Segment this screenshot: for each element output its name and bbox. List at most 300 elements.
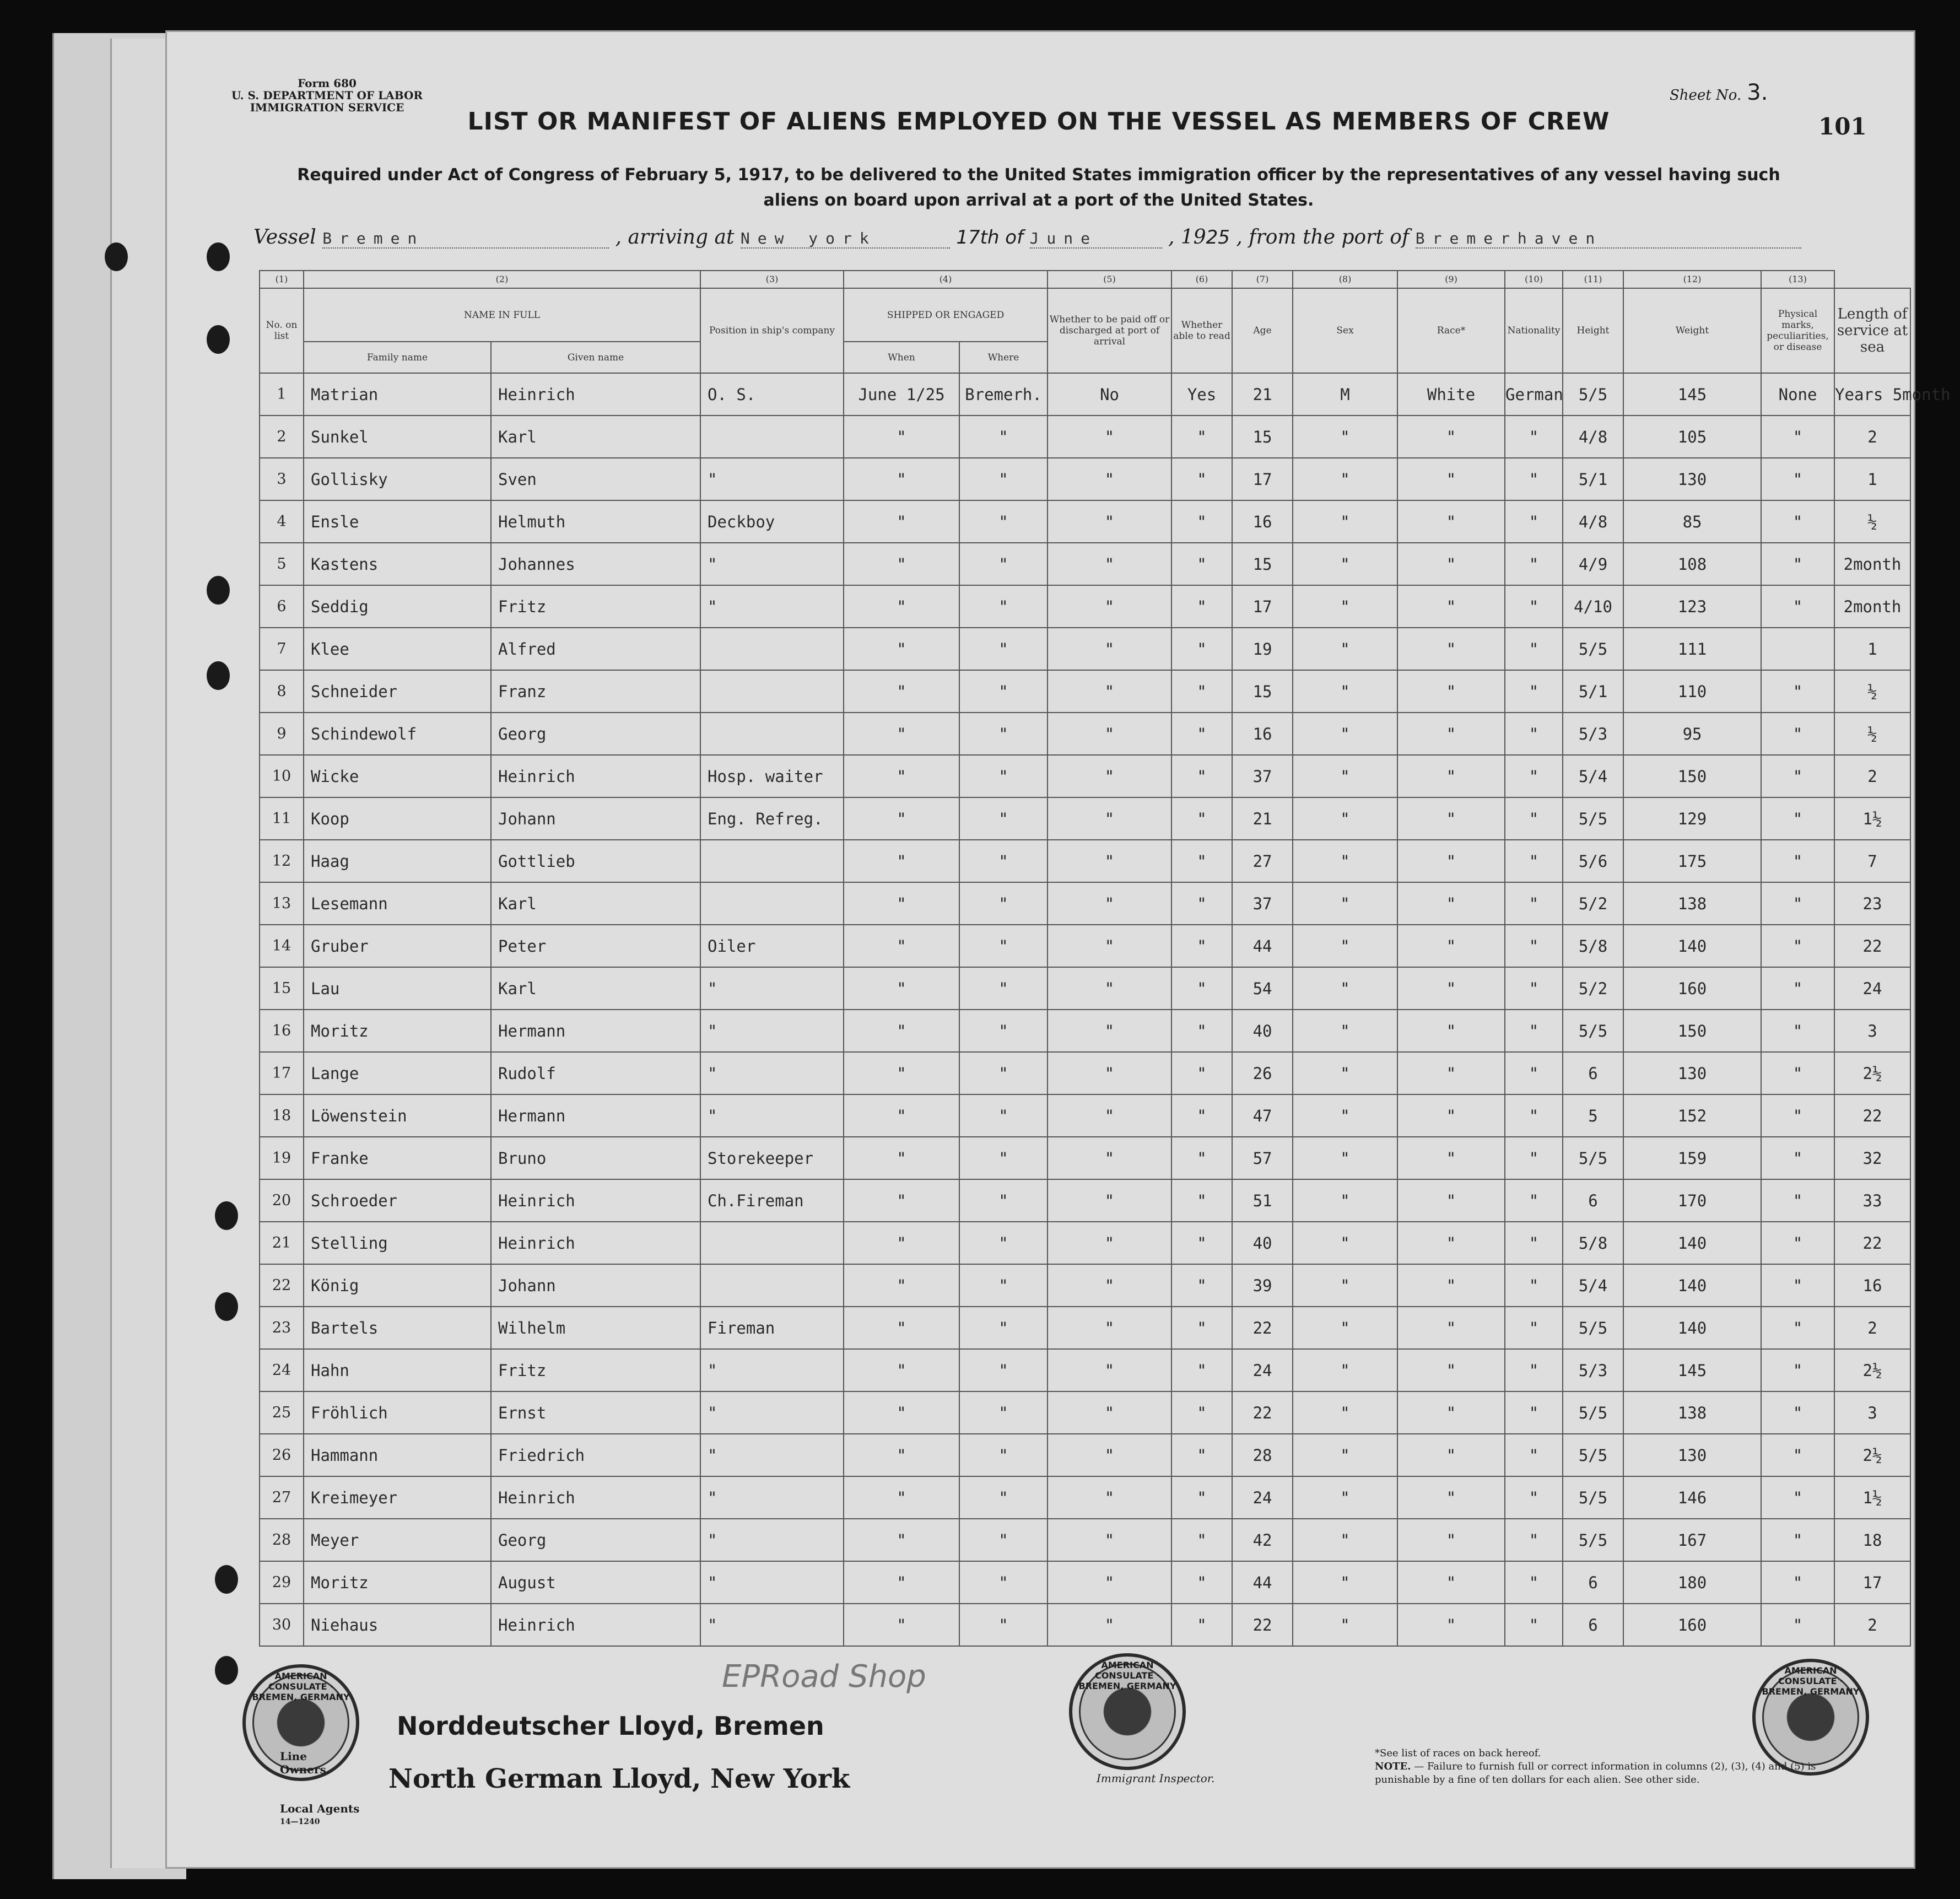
cell-sex: ": [1293, 840, 1397, 882]
cell-family-name: Moritz: [304, 1561, 491, 1604]
cell-sex: ": [1293, 1561, 1397, 1604]
cell-given-name: Heinrich: [491, 755, 700, 797]
cell-length-of-service: Years 5month: [1834, 373, 1910, 416]
year-prefix: , 19: [1168, 226, 1206, 249]
cell-able-to-read: ": [1171, 1137, 1232, 1179]
header-sex: Sex: [1293, 288, 1397, 373]
cell-shipped-where: ": [959, 1561, 1048, 1604]
cell-position: ": [700, 1476, 844, 1519]
header-given-name: Given name: [491, 342, 700, 373]
seal-text: AMERICAN CONSULATE · BREMEN, GERMANY: [1078, 1660, 1176, 1691]
cell-given-name: Fritz: [491, 585, 700, 628]
cell-race: ": [1397, 458, 1505, 500]
cell-weight: 150: [1623, 755, 1761, 797]
cell-weight: 170: [1623, 1179, 1761, 1222]
cell-race: ": [1397, 797, 1505, 840]
col-num-7: (7): [1232, 271, 1293, 288]
cell-shipped-when: ": [844, 585, 959, 628]
cell-nationality: ": [1505, 458, 1563, 500]
cell-height: 5/5: [1563, 1137, 1623, 1179]
cell-family-name: Lau: [304, 967, 491, 1010]
line-label: Line: [280, 1750, 307, 1763]
cell-height: 4/8: [1563, 500, 1623, 543]
subtitle-line-1: Required under Act of Congress of February 5, 1917, to be delivered to the United States immigration officer by the representatives of any vessel having such: [297, 165, 1780, 185]
cell-given-name: Heinrich: [491, 1222, 700, 1264]
cell-length-of-service: 1: [1834, 628, 1910, 670]
cell-able-to-read: ": [1171, 670, 1232, 713]
cell-family-name: Kastens: [304, 543, 491, 585]
header-race: Race*: [1397, 288, 1505, 373]
cell-nationality: ": [1505, 840, 1563, 882]
arrival-port: New york: [741, 229, 950, 249]
cell-position: Storekeeper: [700, 1137, 844, 1179]
cell-family-name: Meyer: [304, 1519, 491, 1561]
cell-able-to-read: ": [1171, 458, 1232, 500]
table-row: [260, 1349, 1910, 1391]
cell-race: ": [1397, 882, 1505, 925]
cell-family-name: Lesemann: [304, 882, 491, 925]
cell-family-name: Kreimeyer: [304, 1476, 491, 1519]
cell-shipped-where: ": [959, 1222, 1048, 1264]
table-row: [260, 1094, 1910, 1137]
cell-age: 27: [1232, 840, 1293, 882]
cell-given-name: Georg: [491, 1519, 700, 1561]
cell-physical-marks: ": [1761, 416, 1834, 458]
handwritten-annotation: EPRoad Shop: [722, 1659, 926, 1695]
cell-shipped-where: ": [959, 1391, 1048, 1434]
cell-sex: ": [1293, 1264, 1397, 1307]
cell-row-number: 21: [260, 1222, 304, 1264]
table-row: [260, 882, 1910, 925]
cell-length-of-service: ½: [1834, 670, 1910, 713]
cell-paid-off: ": [1048, 1391, 1171, 1434]
cell-nationality: ": [1505, 1519, 1563, 1561]
cell-age: 44: [1232, 925, 1293, 967]
cell-length-of-service: 2: [1834, 755, 1910, 797]
cell-paid-off: ": [1048, 1179, 1171, 1222]
cell-nationality: ": [1505, 1307, 1563, 1349]
cell-length-of-service: 22: [1834, 1094, 1910, 1137]
cell-shipped-where: ": [959, 1094, 1048, 1137]
cell-shipped-when: ": [844, 543, 959, 585]
cell-given-name: Johann: [491, 1264, 700, 1307]
cell-age: 15: [1232, 416, 1293, 458]
cell-shipped-where: ": [959, 882, 1048, 925]
binder-hole: [215, 1201, 238, 1230]
cell-race: ": [1397, 416, 1505, 458]
table-row: [260, 840, 1910, 882]
table-row: [260, 1222, 1910, 1264]
cell-weight: 108: [1623, 543, 1761, 585]
header-paid-off: Whether to be paid off or discharged at port of arrival: [1048, 288, 1171, 373]
cell-nationality: German: [1505, 373, 1563, 416]
cell-shipped-where: ": [959, 1010, 1048, 1052]
cell-physical-marks: ": [1761, 1476, 1834, 1519]
cell-weight: 140: [1623, 925, 1761, 967]
cell-shipped-when: ": [844, 1391, 959, 1434]
cell-shipped-where: ": [959, 967, 1048, 1010]
cell-nationality: ": [1505, 967, 1563, 1010]
cell-length-of-service: 2month: [1834, 585, 1910, 628]
cell-nationality: ": [1505, 1434, 1563, 1476]
cell-nationality: ": [1505, 628, 1563, 670]
cell-paid-off: ": [1048, 416, 1171, 458]
cell-row-number: 17: [260, 1052, 304, 1094]
cell-age: 21: [1232, 797, 1293, 840]
cell-sex: ": [1293, 416, 1397, 458]
cell-able-to-read: ": [1171, 500, 1232, 543]
cell-height: 6: [1563, 1179, 1623, 1222]
cell-physical-marks: ": [1761, 755, 1834, 797]
cell-shipped-when: ": [844, 882, 959, 925]
cell-able-to-read: ": [1171, 1349, 1232, 1391]
cell-given-name: Heinrich: [491, 1476, 700, 1519]
cell-sex: ": [1293, 1137, 1397, 1179]
cell-position: ": [700, 543, 844, 585]
cell-race: ": [1397, 1519, 1505, 1561]
cell-shipped-where: ": [959, 1179, 1048, 1222]
cell-family-name: Franke: [304, 1137, 491, 1179]
cell-row-number: 24: [260, 1349, 304, 1391]
subtitle-line-2: aliens on board upon arrival at a port of the United States.: [763, 191, 1314, 210]
cell-nationality: ": [1505, 797, 1563, 840]
seal-text: AMERICAN CONSULATE · BREMEN, GERMANY: [1762, 1665, 1860, 1697]
cell-weight: 167: [1623, 1519, 1761, 1561]
binder-hole: [105, 242, 128, 271]
cell-race: ": [1397, 1476, 1505, 1519]
cell-physical-marks: ": [1761, 1349, 1834, 1391]
cell-height: 5: [1563, 1094, 1623, 1137]
cell-race: ": [1397, 967, 1505, 1010]
cell-race: ": [1397, 1137, 1505, 1179]
cell-height: 5/5: [1563, 1434, 1623, 1476]
cell-height: 5/5: [1563, 1391, 1623, 1434]
col-num-3: (3): [700, 271, 844, 288]
cell-sex: ": [1293, 755, 1397, 797]
cell-shipped-when: ": [844, 1222, 959, 1264]
cell-age: 22: [1232, 1604, 1293, 1646]
cell-race: ": [1397, 1222, 1505, 1264]
cell-paid-off: ": [1048, 1476, 1171, 1519]
cell-age: 37: [1232, 755, 1293, 797]
cell-shipped-when: ": [844, 925, 959, 967]
cell-paid-off: ": [1048, 670, 1171, 713]
cell-race: ": [1397, 1264, 1505, 1307]
cell-family-name: Koop: [304, 797, 491, 840]
form-code: 14—1240: [280, 1817, 320, 1826]
cell-given-name: Heinrich: [491, 373, 700, 416]
cell-height: 5/5: [1563, 628, 1623, 670]
cell-row-number: 25: [260, 1391, 304, 1434]
agent-stamp-new-york: North German Lloyd, New York: [388, 1763, 850, 1794]
cell-position: [700, 882, 844, 925]
cell-age: 37: [1232, 882, 1293, 925]
table-row: [260, 628, 1910, 670]
table-row: [260, 713, 1910, 755]
cell-height: 4/9: [1563, 543, 1623, 585]
table-row: [260, 1010, 1910, 1052]
cell-shipped-when: June 1/25: [844, 373, 959, 416]
cell-paid-off: ": [1048, 1561, 1171, 1604]
cell-weight: 150: [1623, 1010, 1761, 1052]
cell-age: 17: [1232, 458, 1293, 500]
header-physical-marks: Physical marks, peculiarities, or disease: [1761, 288, 1834, 373]
cell-sex: ": [1293, 1434, 1397, 1476]
col-num-2: (2): [304, 271, 700, 288]
cell-length-of-service: 18: [1834, 1519, 1910, 1561]
cell-shipped-when: ": [844, 1052, 959, 1094]
cell-able-to-read: ": [1171, 755, 1232, 797]
page-title: LIST OR MANIFEST OF ALIENS EMPLOYED ON THE VESSEL AS MEMBERS OF CREW: [467, 107, 1610, 136]
cell-able-to-read: ": [1171, 1519, 1232, 1561]
cell-row-number: 27: [260, 1476, 304, 1519]
cell-age: 22: [1232, 1307, 1293, 1349]
col-num-6: (6): [1171, 271, 1232, 288]
cell-weight: 85: [1623, 500, 1761, 543]
cell-length-of-service: ½: [1834, 713, 1910, 755]
cell-height: 5/5: [1563, 797, 1623, 840]
header-age: Age: [1232, 288, 1293, 373]
cell-shipped-when: ": [844, 755, 959, 797]
table-row: [260, 1307, 1910, 1349]
cell-race: ": [1397, 628, 1505, 670]
cell-shipped-where: ": [959, 1476, 1048, 1519]
header-height: Height: [1563, 288, 1623, 373]
cell-nationality: ": [1505, 1391, 1563, 1434]
cell-row-number: 4: [260, 500, 304, 543]
cell-shipped-where: ": [959, 1264, 1048, 1307]
cell-height: 5/2: [1563, 882, 1623, 925]
cell-family-name: Hammann: [304, 1434, 491, 1476]
cell-paid-off: ": [1048, 1434, 1171, 1476]
cell-able-to-read: ": [1171, 416, 1232, 458]
cell-able-to-read: ": [1171, 628, 1232, 670]
cell-position: Eng. Refreg.: [700, 797, 844, 840]
cell-weight: 146: [1623, 1476, 1761, 1519]
cell-able-to-read: ": [1171, 1476, 1232, 1519]
cell-row-number: 16: [260, 1010, 304, 1052]
cell-family-name: Schneider: [304, 670, 491, 713]
cell-given-name: Karl: [491, 882, 700, 925]
cell-shipped-when: ": [844, 1307, 959, 1349]
cell-weight: 129: [1623, 797, 1761, 840]
cell-paid-off: ": [1048, 1264, 1171, 1307]
from-label: , from the port of: [1236, 226, 1410, 249]
cell-physical-marks: ": [1761, 1604, 1834, 1646]
cell-weight: 180: [1623, 1561, 1761, 1604]
cell-position: ": [700, 458, 844, 500]
cell-age: 26: [1232, 1052, 1293, 1094]
cell-height: 5/1: [1563, 458, 1623, 500]
cell-shipped-where: ": [959, 797, 1048, 840]
cell-paid-off: ": [1048, 882, 1171, 925]
cell-given-name: Johannes: [491, 543, 700, 585]
table-row: [260, 1434, 1910, 1476]
cell-nationality: ": [1505, 416, 1563, 458]
seal-text: AMERICAN CONSULATE · BREMEN, GERMANY: [252, 1671, 350, 1702]
cell-age: 47: [1232, 1094, 1293, 1137]
cell-length-of-service: 22: [1834, 925, 1910, 967]
cell-height: 5/5: [1563, 1476, 1623, 1519]
cell-row-number: 29: [260, 1561, 304, 1604]
vessel-name: Bremen: [322, 229, 609, 249]
cell-sex: M: [1293, 373, 1397, 416]
cell-length-of-service: 2: [1834, 416, 1910, 458]
cell-height: 5/5: [1563, 1010, 1623, 1052]
cell-height: 5/2: [1563, 967, 1623, 1010]
cell-sex: ": [1293, 1010, 1397, 1052]
cell-race: ": [1397, 840, 1505, 882]
cell-given-name: Ernst: [491, 1391, 700, 1434]
crew-manifest-table: [259, 270, 1951, 1647]
vessel-label: Vessel: [253, 226, 316, 249]
cell-weight: 140: [1623, 1307, 1761, 1349]
cell-given-name: Gottlieb: [491, 840, 700, 882]
cell-position: Ch.Fireman: [700, 1179, 844, 1222]
cell-able-to-read: ": [1171, 1094, 1232, 1137]
cell-nationality: ": [1505, 1094, 1563, 1137]
local-agents-label: [280, 1802, 359, 1828]
cell-race: ": [1397, 925, 1505, 967]
header-nationality: Nationality: [1505, 288, 1563, 373]
cell-paid-off: ": [1048, 755, 1171, 797]
cell-position: [700, 416, 844, 458]
cell-height: 5/3: [1563, 1349, 1623, 1391]
cell-nationality: ": [1505, 500, 1563, 543]
cell-nationality: ": [1505, 1264, 1563, 1307]
cell-sex: ": [1293, 1604, 1397, 1646]
cell-race: ": [1397, 543, 1505, 585]
table-row: [260, 585, 1910, 628]
cell-given-name: Hermann: [491, 1010, 700, 1052]
cell-able-to-read: ": [1171, 882, 1232, 925]
cell-race: White: [1397, 373, 1505, 416]
cell-height: 5/3: [1563, 713, 1623, 755]
cell-length-of-service: ½: [1834, 500, 1910, 543]
cell-able-to-read: Yes: [1171, 373, 1232, 416]
table-row: [260, 1264, 1910, 1307]
cell-height: 5/8: [1563, 1222, 1623, 1264]
cell-paid-off: ": [1048, 925, 1171, 967]
cell-sex: ": [1293, 500, 1397, 543]
cell-row-number: 30: [260, 1604, 304, 1646]
cell-row-number: 19: [260, 1137, 304, 1179]
header-able-to-read: Whether able to read: [1171, 288, 1232, 373]
cell-row-number: 28: [260, 1519, 304, 1561]
cell-row-number: 7: [260, 628, 304, 670]
cell-shipped-where: ": [959, 628, 1048, 670]
cell-row-number: 23: [260, 1307, 304, 1349]
cell-given-name: Johann: [491, 797, 700, 840]
header-when: When: [844, 342, 959, 373]
cell-sex: ": [1293, 543, 1397, 585]
cell-position: ": [700, 1561, 844, 1604]
cell-height: 5/1: [1563, 670, 1623, 713]
cell-able-to-read: ": [1171, 1434, 1232, 1476]
cell-shipped-when: ": [844, 416, 959, 458]
cell-able-to-read: ": [1171, 1391, 1232, 1434]
cell-race: ": [1397, 585, 1505, 628]
cell-position: [700, 1222, 844, 1264]
cell-physical-marks: ": [1761, 543, 1834, 585]
header-position: Position in ship's company: [700, 288, 844, 373]
cell-given-name: Helmuth: [491, 500, 700, 543]
cell-height: 5/5: [1563, 1307, 1623, 1349]
cell-row-number: 1: [260, 373, 304, 416]
cell-weight: 152: [1623, 1094, 1761, 1137]
arrival-day: 17th of: [956, 226, 1024, 249]
cell-given-name: August: [491, 1561, 700, 1604]
cell-row-number: 18: [260, 1094, 304, 1137]
cell-age: 39: [1232, 1264, 1293, 1307]
cell-shipped-when: ": [844, 458, 959, 500]
cell-position: ": [700, 1519, 844, 1561]
cell-paid-off: ": [1048, 628, 1171, 670]
sheet-number: [1670, 80, 1768, 105]
cell-shipped-when: ": [844, 1476, 959, 1519]
header-no-on-list: No. on list: [260, 288, 304, 373]
cell-shipped-where: ": [959, 840, 1048, 882]
col-num-8: (8): [1293, 271, 1397, 288]
cell-length-of-service: 2: [1834, 1307, 1910, 1349]
cell-sex: ": [1293, 925, 1397, 967]
cell-nationality: ": [1505, 1349, 1563, 1391]
cell-weight: 138: [1623, 882, 1761, 925]
page-subtitle: [220, 163, 1857, 213]
cell-race: ": [1397, 500, 1505, 543]
cell-length-of-service: 1½: [1834, 1476, 1910, 1519]
cell-nationality: ": [1505, 882, 1563, 925]
header-weight: Weight: [1623, 288, 1761, 373]
cell-able-to-read: ": [1171, 585, 1232, 628]
cell-shipped-when: ": [844, 797, 959, 840]
footer-note: [1375, 1747, 1854, 1787]
cell-physical-marks: ": [1761, 840, 1834, 882]
cell-weight: 105: [1623, 416, 1761, 458]
cell-row-number: 13: [260, 882, 304, 925]
cell-physical-marks: ": [1761, 1052, 1834, 1094]
cell-height: 5/8: [1563, 925, 1623, 967]
table-row: [260, 1391, 1910, 1434]
cell-family-name: Schroeder: [304, 1179, 491, 1222]
cell-physical-marks: ": [1761, 1307, 1834, 1349]
cell-shipped-where: ": [959, 1307, 1048, 1349]
cell-race: ": [1397, 1604, 1505, 1646]
cell-height: 6: [1563, 1604, 1623, 1646]
binder-hole: [207, 661, 230, 690]
cell-shipped-where: ": [959, 1519, 1048, 1561]
cell-sex: ": [1293, 713, 1397, 755]
voyage-line: [253, 226, 1801, 249]
cell-position: [700, 670, 844, 713]
table-row: [260, 416, 1910, 458]
cell-age: 57: [1232, 1137, 1293, 1179]
cell-weight: 160: [1623, 1604, 1761, 1646]
header-where: Where: [959, 342, 1048, 373]
col-num-12: (12): [1623, 271, 1761, 288]
cell-shipped-where: ": [959, 585, 1048, 628]
cell-family-name: Lange: [304, 1052, 491, 1094]
cell-length-of-service: 7: [1834, 840, 1910, 882]
cell-position: ": [700, 1094, 844, 1137]
cell-weight: 145: [1623, 1349, 1761, 1391]
cell-race: ": [1397, 1179, 1505, 1222]
binder-hole: [215, 1656, 238, 1685]
cell-shipped-when: ": [844, 713, 959, 755]
cell-position: ": [700, 1010, 844, 1052]
binder-hole: [207, 576, 230, 605]
cell-sex: ": [1293, 797, 1397, 840]
